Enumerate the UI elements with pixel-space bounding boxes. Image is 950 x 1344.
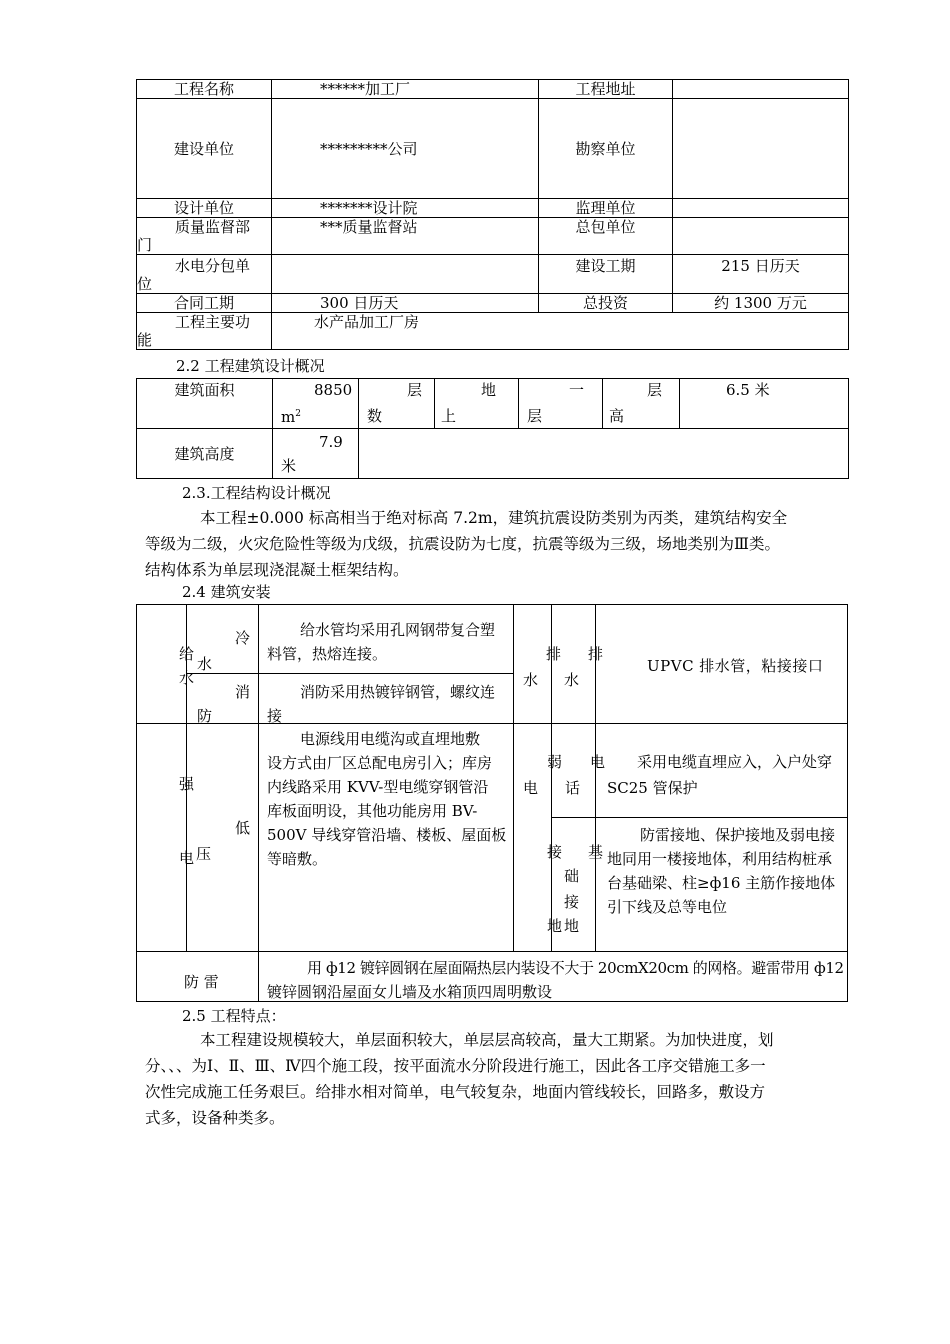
label-above-ground: 地 上 — [435, 379, 519, 429]
label-fire-1: 消 — [235, 683, 251, 701]
label-drain-2b: 水 — [564, 671, 580, 689]
value-main-function: 水产品加工厂房 — [272, 313, 849, 350]
value-general-contractor — [673, 218, 849, 255]
label-foundation-4: 地 — [564, 917, 580, 935]
structure-paragraph: 本工程±0.000 标高相当于绝对标高 7.2m，建筑抗震设防类别为丙类，建筑结构安全 等级为二级，火灾危险性等级为戊级，抗震设防为七度，抗震等级为三级，场地类别为Ⅲ类。 结构体系为单层现浇混凝土框架结构。 — [145, 509, 788, 579]
label-mep-subcontractor: 水电分包单 位 — [137, 255, 272, 294]
drain-text: UPVC 排水管，粘接接口 — [647, 657, 824, 675]
label-foundation-3: 接 — [564, 893, 580, 911]
label-supervision-unit: 监理单位 — [539, 199, 673, 218]
label-quality-dept: 质量监督部 门 — [137, 218, 272, 255]
value-project-address — [673, 80, 849, 99]
value-floor-count: 一 层 — [519, 379, 603, 429]
label-building-height: 建筑高度 — [137, 429, 273, 479]
value-floor-height: 6.5 米 — [680, 379, 849, 429]
label-client: 建设单位 — [137, 99, 272, 199]
heading-2-5: 2.5 工程特点： — [182, 1007, 286, 1025]
value-survey-unit — [673, 99, 849, 199]
label-drain-1a: 排 — [546, 645, 562, 663]
value-building-height: 7.9 米 — [273, 429, 359, 479]
label-low-voltage-2: 压 — [196, 845, 212, 863]
building-height-empty — [359, 429, 849, 479]
building-design-table — [136, 378, 849, 479]
label-project-name: 工程名称 — [137, 80, 272, 99]
label-cold-water-2: 水 — [197, 655, 213, 673]
label-strong-current-1: 强 — [179, 775, 195, 793]
label-main-function: 工程主要功 能 — [137, 313, 272, 350]
lightning-text-1: 用 ф12 镀锌圆钢在屋面隔热层内装设不大于 20cmX20cm 的网格。避雷带用 ф12 — [307, 959, 844, 977]
phone-text-1: 采用电缆直埋应入，入户处穿 — [637, 753, 833, 771]
label-survey-unit: 勘察单位 — [539, 99, 673, 199]
fire-text-2: 接 — [267, 707, 283, 725]
project-info-table — [136, 79, 849, 350]
label-total-investment: 总投资 — [539, 294, 673, 313]
value-construction-period: 215 日历天 — [673, 255, 849, 294]
label-weak-current-2: 电 — [523, 779, 539, 797]
heading-2-3: 2.3.工程结构设计概况 — [182, 484, 331, 502]
label-general-contractor: 总包单位 — [539, 218, 673, 255]
phone-text-2: SC25 管保护 — [607, 779, 698, 797]
label-foundation-1: 基 — [588, 843, 604, 861]
fire-text-1: 消防采用热镀锌钢管，螺纹连 — [300, 683, 496, 701]
label-weak-current-1: 弱 — [547, 753, 563, 771]
cold-water-text-1: 给水管均采用孔网钢带复合塑 — [300, 621, 496, 639]
label-drain-2a: 排 — [588, 645, 604, 663]
label-design-unit: 设计单位 — [137, 199, 272, 218]
label-low-voltage-1: 低 — [235, 819, 251, 837]
label-strong-current-2: 电 — [179, 849, 195, 867]
value-quality-dept: ***质量监督站 — [272, 218, 539, 255]
label-lightning-protection: 防 雷 — [184, 973, 219, 991]
label-foundation-2: 础 — [564, 867, 580, 885]
heading-2-4: 2.4 建筑安装 — [182, 583, 271, 601]
label-building-area: 建筑面积 — [137, 379, 273, 429]
value-project-name: ******加工厂 — [272, 80, 539, 99]
label-phone-2: 话 — [565, 779, 581, 797]
value-total-investment: 约 1300 万元 — [673, 294, 849, 313]
label-phone-1: 电 — [590, 753, 606, 771]
label-ground-2: 地 — [547, 917, 563, 935]
label-project-address: 工程地址 — [539, 80, 673, 99]
label-fire-2: 防 — [197, 707, 213, 725]
heading-2-2: 2.2 工程建筑设计概况 — [176, 357, 325, 375]
label-contract-period: 合同工期 — [137, 294, 272, 313]
value-supervision-unit — [673, 199, 849, 218]
value-building-area: 8850 $m^2$ — [273, 379, 359, 429]
low-voltage-text: 电源线用电缆沟或直埋地敷 设方式由厂区总配电房引入；库房 内线路采用 KVV-型电缆穿钢管沿 库板面明设，其他功能房用 BV- 500V 导线穿管沿墙、楼板、屋面板 等暗敷。 — [267, 730, 507, 868]
value-mep-subcontractor — [272, 255, 539, 294]
features-paragraph: 本工程建设规模较大，单层面积较大，单层层高较高，量大工期紧。为加快进度，划 分、、、为Ⅰ、Ⅱ、Ⅲ、Ⅳ四个施工段，按平面流水分阶段进行施工，因此各工序交错施工多一 次性完成施工任务艰巨。给排水相对简单，电气较复杂，地面内管线较长，回路多，敷设方 式多，设备种类多。 — [145, 1031, 774, 1127]
value-design-unit: *******设计院 — [272, 199, 539, 218]
label-construction-period: 建设工期 — [539, 255, 673, 294]
label-water-supply-1: 给 — [179, 645, 195, 663]
value-contract-period: 300 日历天 — [272, 294, 539, 313]
cold-water-text-2: 料管，热熔连接。 — [267, 645, 388, 663]
label-drain-1b: 水 — [523, 671, 539, 689]
label-floor-height: 层 高 — [603, 379, 680, 429]
label-cold-water-1: 冷 — [235, 629, 251, 647]
label-ground-1: 接 — [547, 843, 563, 861]
label-water-supply-2: 水 — [179, 669, 195, 687]
value-client: *********公司 — [272, 99, 539, 199]
label-floors: 层 数 — [359, 379, 435, 429]
installation-table — [136, 604, 848, 1002]
lightning-text-2: 镀锌圆钢沿屋面女儿墙及水箱顶四周明敷设 — [267, 983, 553, 1001]
grounding-text: 防雷接地、保护接地及弱电接 地同用一楼接地体，利用结构桩承 台基础梁、柱≥ф16 主筋作接地体 引下线及总等电位 — [607, 826, 836, 916]
